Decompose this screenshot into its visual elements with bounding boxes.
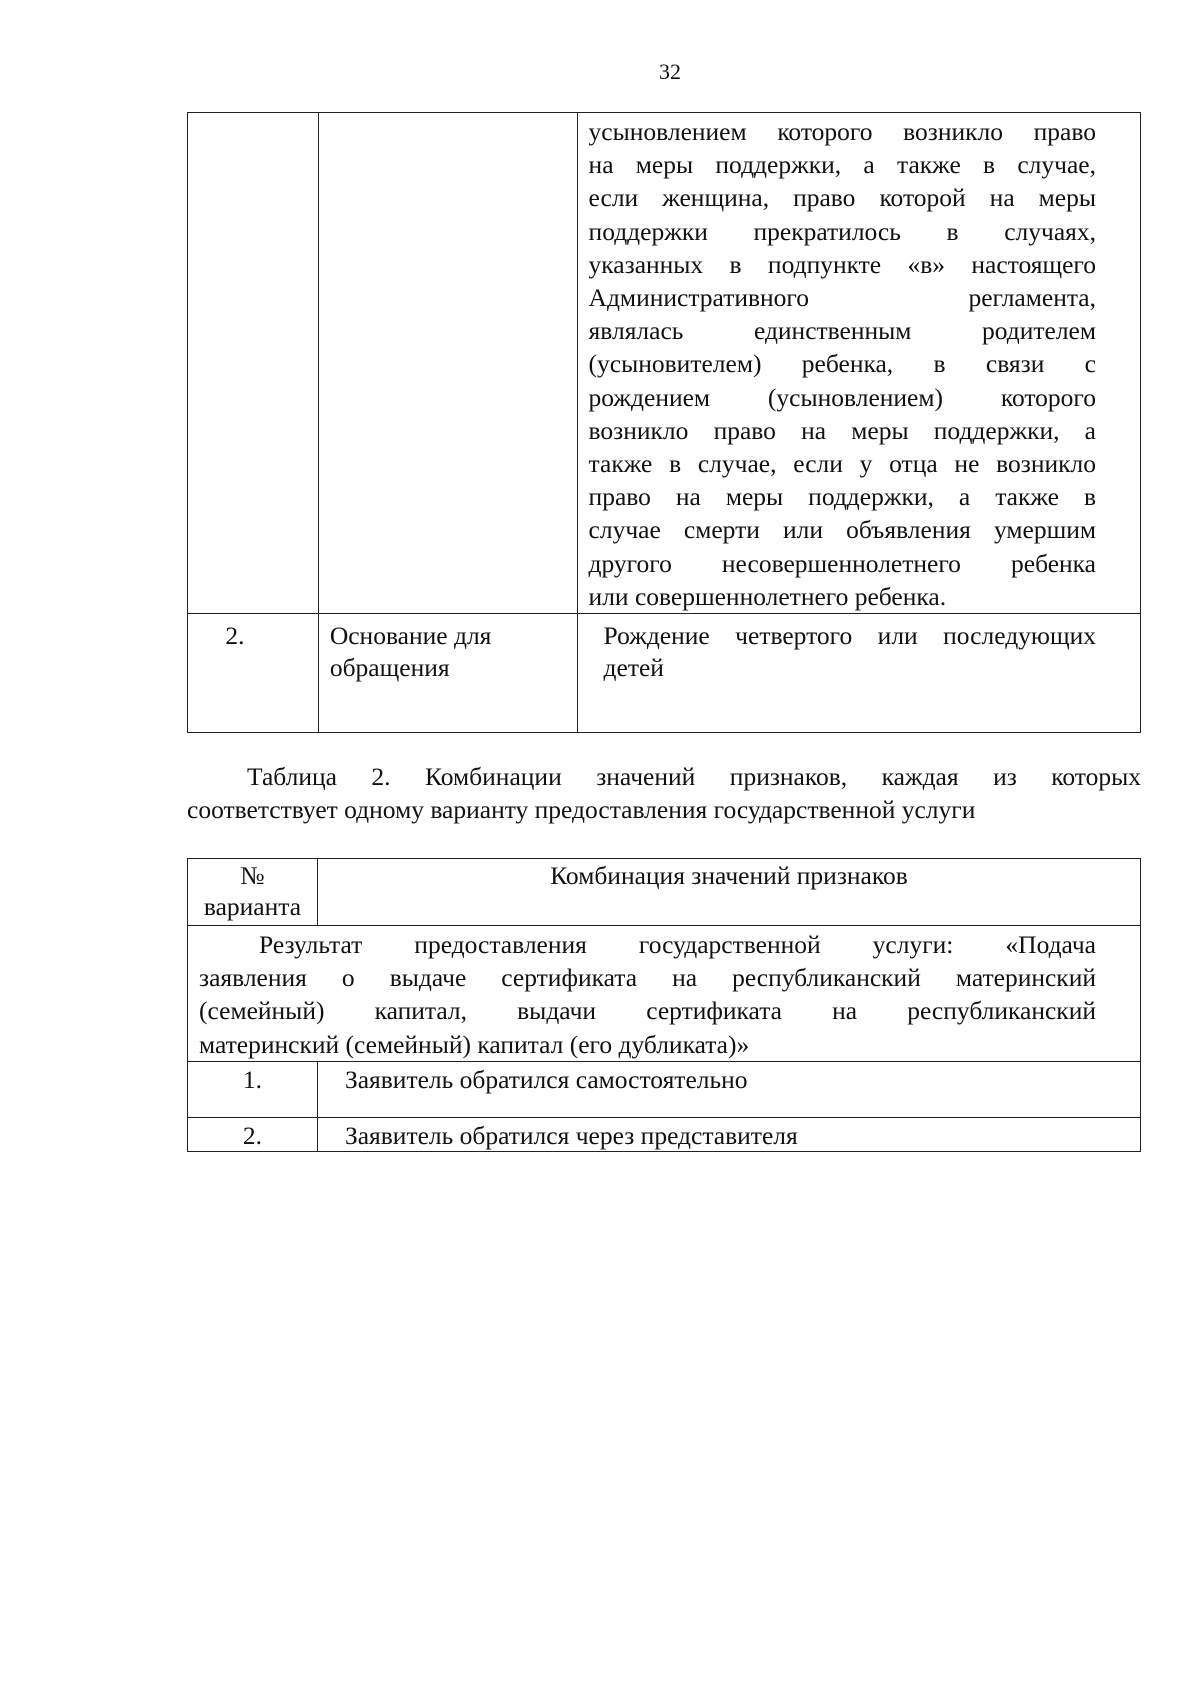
table-row — [188, 113, 1141, 614]
table-row — [188, 1061, 1141, 1117]
table-cell-basis — [318, 113, 577, 614]
page-number: 32 — [659, 59, 681, 84]
result-line: (семейный) капитал, выдачи сертификата на республиканский — [199, 996, 1096, 1026]
result-row — [188, 926, 1141, 1062]
table-row — [188, 614, 1141, 733]
text-line: другого несовершеннолетнего ребенка — [588, 548, 1096, 578]
text-line: рождением (усыновлением) которого — [588, 382, 1096, 412]
text-line: случае смерти или объявления умершим — [588, 515, 1096, 545]
text-line: право на меры поддержки, а также в — [588, 482, 1096, 512]
continued-table — [187, 112, 1141, 733]
text-line: возникло право на меры поддержки, а — [588, 415, 1096, 445]
text-line: поддержки прекратилось в случаях, — [588, 216, 1096, 246]
caption-line: Таблица 2. Комбинации значений признаков, каждая из которых — [247, 762, 1141, 791]
caption-line: соответствует одному варианту предоставления государственной услуги — [187, 795, 976, 824]
text-line: на меры поддержки, а также в случае, — [588, 150, 1096, 180]
table-header-row — [188, 859, 1141, 926]
table-cell-number — [188, 113, 319, 614]
variant-number: 1. — [188, 1061, 318, 1117]
row-number: 2. — [188, 614, 319, 733]
variant-text: Заявитель обратился самостоятельно — [317, 1061, 1140, 1117]
header-variant-label: варианта — [203, 892, 302, 921]
table-caption — [187, 760, 1141, 826]
text-line: если женщина, право которой на меры — [588, 183, 1096, 213]
header-number-sign: № — [240, 861, 265, 890]
table-row — [188, 1117, 1141, 1151]
result-line: Результат предоставления государственной услуги: «Подача — [259, 930, 1096, 959]
result-cell — [188, 926, 1141, 1062]
row-basis: Основание для обращения — [318, 614, 577, 733]
text-line: (усыновителем) ребенка, в связи с — [588, 349, 1096, 379]
header-combination: Комбинация значений признаков — [317, 859, 1140, 926]
text-line: усыновлением которого возникло право — [588, 117, 1096, 146]
text-line: или совершеннолетнего ребенка. — [588, 581, 947, 611]
table-cell-continued-text — [577, 113, 1140, 614]
variant-number: 2. — [188, 1117, 318, 1151]
result-line: заявления о выдаче сертификата на республиканский материнский — [199, 963, 1096, 993]
text-line: также в случае, если у отца не возникло — [588, 449, 1096, 479]
variants-table — [187, 858, 1141, 1152]
text-line: являлась единственным родителем — [588, 316, 1096, 346]
row-value: Рождение четвертого или последующих детей — [577, 614, 1140, 733]
header-variant-number — [188, 859, 318, 926]
variant-text: Заявитель обратился через представителя — [317, 1117, 1140, 1151]
result-line: материнский (семейный) капитал (его дубликата)» — [199, 1029, 750, 1059]
text-line: указанных в подпункте «в» настоящего — [588, 249, 1096, 279]
text-line: Административного регламента, — [588, 283, 1096, 313]
